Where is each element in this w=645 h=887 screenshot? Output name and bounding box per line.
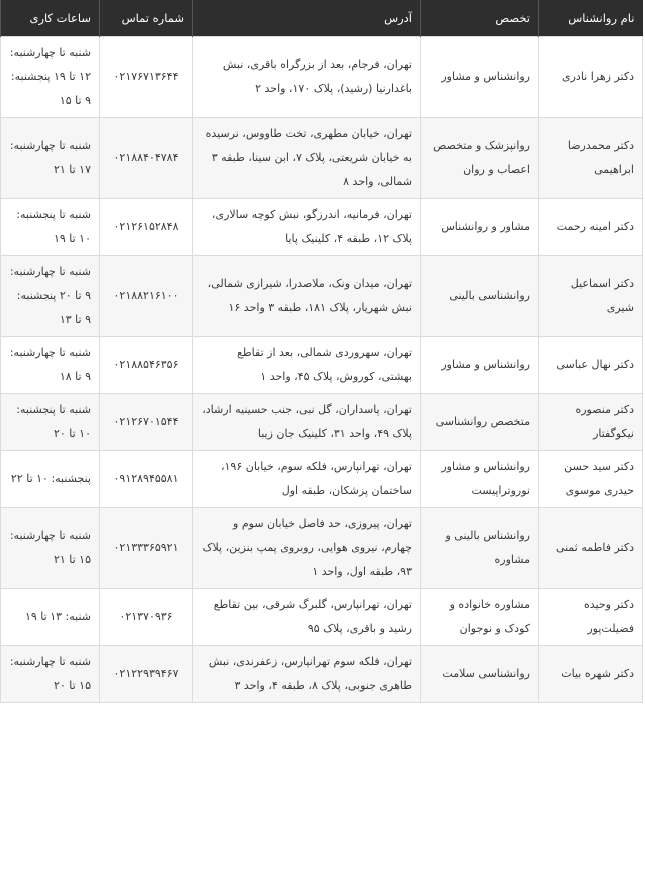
cell-hours: شنبه تا چهارشنبه: ۹ تا ۲۰ پنجشنبه: ۹ تا ۱۳: [1, 256, 100, 337]
cell-hours: شنبه تا چهارشنبه: ۹ تا ۱۸: [1, 337, 100, 394]
cell-name: دکتر زهرا نادری: [539, 37, 643, 118]
cell-specialty: مشاوره خانواده و کودک و نوجوان: [421, 589, 539, 646]
cell-phone: ۰۲۱۳۷۰۹۳۶: [100, 589, 193, 646]
cell-specialty: روانشناس و مشاور: [421, 37, 539, 118]
table-row: [1, 646, 643, 703]
cell-phone: ۰۲۱۲۶۱۵۲۸۴۸: [100, 199, 193, 256]
cell-hours: پنجشنبه: ۱۰ تا ۲۲: [1, 451, 100, 508]
cell-address: تهران، خیابان مطهری، تخت طاووس، نرسیده به خیابان شریعتی، پلاک ۷، ابن سینا، طبقه ۳ شمالی، واحد ۸: [193, 118, 421, 199]
cell-hours: شنبه تا چهارشنبه: ۱۵ تا ۲۰: [1, 646, 100, 703]
cell-specialty: متخصص روانشناسی: [421, 394, 539, 451]
cell-hours: شنبه تا چهارشنبه: ۱۵ تا ۲۱: [1, 508, 100, 589]
cell-address: تهران، پاسداران، گل نبی، جنب حسینیه ارشاد، پلاک ۴۹، واحد ۳۱، کلینیک جان زیبا: [193, 394, 421, 451]
cell-phone: ۰۹۱۲۸۹۴۵۵۸۱: [100, 451, 193, 508]
cell-specialty: روانشناس و مشاور نوروتراپیست: [421, 451, 539, 508]
cell-name: دکتر منصوره نیکوگفتار: [539, 394, 643, 451]
header-phone: شماره تماس: [100, 0, 193, 37]
header-specialty: تخصص: [421, 0, 539, 37]
table-row: [1, 508, 643, 589]
cell-specialty: روانپزشک و متخصص اعصاب و روان: [421, 118, 539, 199]
cell-specialty: روانشناسی بالینی: [421, 256, 539, 337]
cell-name: دکتر سید حسن حیدری موسوی: [539, 451, 643, 508]
cell-name: دکتر امینه رحمت: [539, 199, 643, 256]
cell-phone: ۰۲۱۳۳۳۶۵۹۲۱: [100, 508, 193, 589]
cell-address: تهران، فلکه سوم تهرانپارس، زعفرندی، نبش طاهری جنوبی، پلاک ۸، طبقه ۴، واحد ۳: [193, 646, 421, 703]
cell-name: دکتر اسماعیل شیری: [539, 256, 643, 337]
table-row: [1, 199, 643, 256]
cell-phone: ۰۲۱۸۸۴۰۴۷۸۴: [100, 118, 193, 199]
cell-phone: ۰۲۱۲۶۷۰۱۵۴۴: [100, 394, 193, 451]
header-name: نام روانشناس: [539, 0, 643, 37]
header-hours: ساعات کاری: [1, 0, 100, 37]
cell-address: تهران، فرجام، بعد از بزرگراه باقری، نبش باغدارنیا (رشید)، پلاک ۱۷۰، واحد ۲: [193, 37, 421, 118]
cell-address: تهران، تهرانپارس، گلبرگ شرقی، بین تقاطع رشید و باقری، پلاک ۹۵: [193, 589, 421, 646]
cell-hours: شنبه تا پنجشنبه: ۱۰ تا ۲۰: [1, 394, 100, 451]
table-row: [1, 337, 643, 394]
table-body: [1, 37, 643, 703]
cell-name: دکتر شهره بیات: [539, 646, 643, 703]
cell-name: دکتر فاطمه ثمنی: [539, 508, 643, 589]
cell-hours: شنبه: ۱۳ تا ۱۹: [1, 589, 100, 646]
cell-name: دکتر وحیده فضیلت‌پور: [539, 589, 643, 646]
cell-hours: شنبه تا پنجشنبه: ۱۰ تا ۱۹: [1, 199, 100, 256]
header-address: آدرس: [193, 0, 421, 37]
table-row: [1, 118, 643, 199]
cell-hours: شنبه تا چهارشنبه: ۱۲ تا ۱۹ پنجشنبه: ۹ تا ۱۵: [1, 37, 100, 118]
cell-address: تهران، فرمانیه، اندرزگو، نبش کوچه سالاری، پلاک ۱۲، طبقه ۴، کلینیک پایا: [193, 199, 421, 256]
cell-phone: ۰۲۱۸۸۵۴۶۳۵۶: [100, 337, 193, 394]
cell-address: تهران، تهرانپارس، فلکه سوم، خیابان ۱۹۶، ساختمان پزشکان، طبقه اول: [193, 451, 421, 508]
cell-name: دکتر نهال عباسی: [539, 337, 643, 394]
cell-specialty: روانشناسی سلامت: [421, 646, 539, 703]
table-row: [1, 394, 643, 451]
cell-specialty: روانشناس بالینی و مشاوره: [421, 508, 539, 589]
cell-address: تهران، سهروردی شمالی، بعد از تقاطع بهشتی، کوروش، پلاک ۴۵، واحد ۱: [193, 337, 421, 394]
table-row: [1, 256, 643, 337]
cell-phone: ۰۲۱۷۶۷۱۳۶۴۴: [100, 37, 193, 118]
table-header-row: [1, 0, 643, 37]
cell-phone: ۰۲۱۲۲۹۳۹۴۶۷: [100, 646, 193, 703]
cell-name: دکتر محمدرضا ابراهیمی: [539, 118, 643, 199]
table-row: [1, 589, 643, 646]
cell-address: تهران، میدان ونک، ملاصدرا، شیرازی شمالی، نبش شهریار، پلاک ۱۸۱، طبقه ۳ واحد ۱۶: [193, 256, 421, 337]
cell-phone: ۰۲۱۸۸۲۱۶۱۰۰: [100, 256, 193, 337]
cell-hours: شنبه تا چهارشنبه: ۱۷ تا ۲۱: [1, 118, 100, 199]
cell-address: تهران، پیروزی، حد فاصل خیابان سوم و چهارم، نیروی هوایی، روبروی پمپ بنزین، پلاک ۹۳، طبقه اول، واحد ۱: [193, 508, 421, 589]
table-row: [1, 37, 643, 118]
cell-specialty: مشاور و روانشناس: [421, 199, 539, 256]
table-row: [1, 451, 643, 508]
cell-specialty: روانشناس و مشاور: [421, 337, 539, 394]
